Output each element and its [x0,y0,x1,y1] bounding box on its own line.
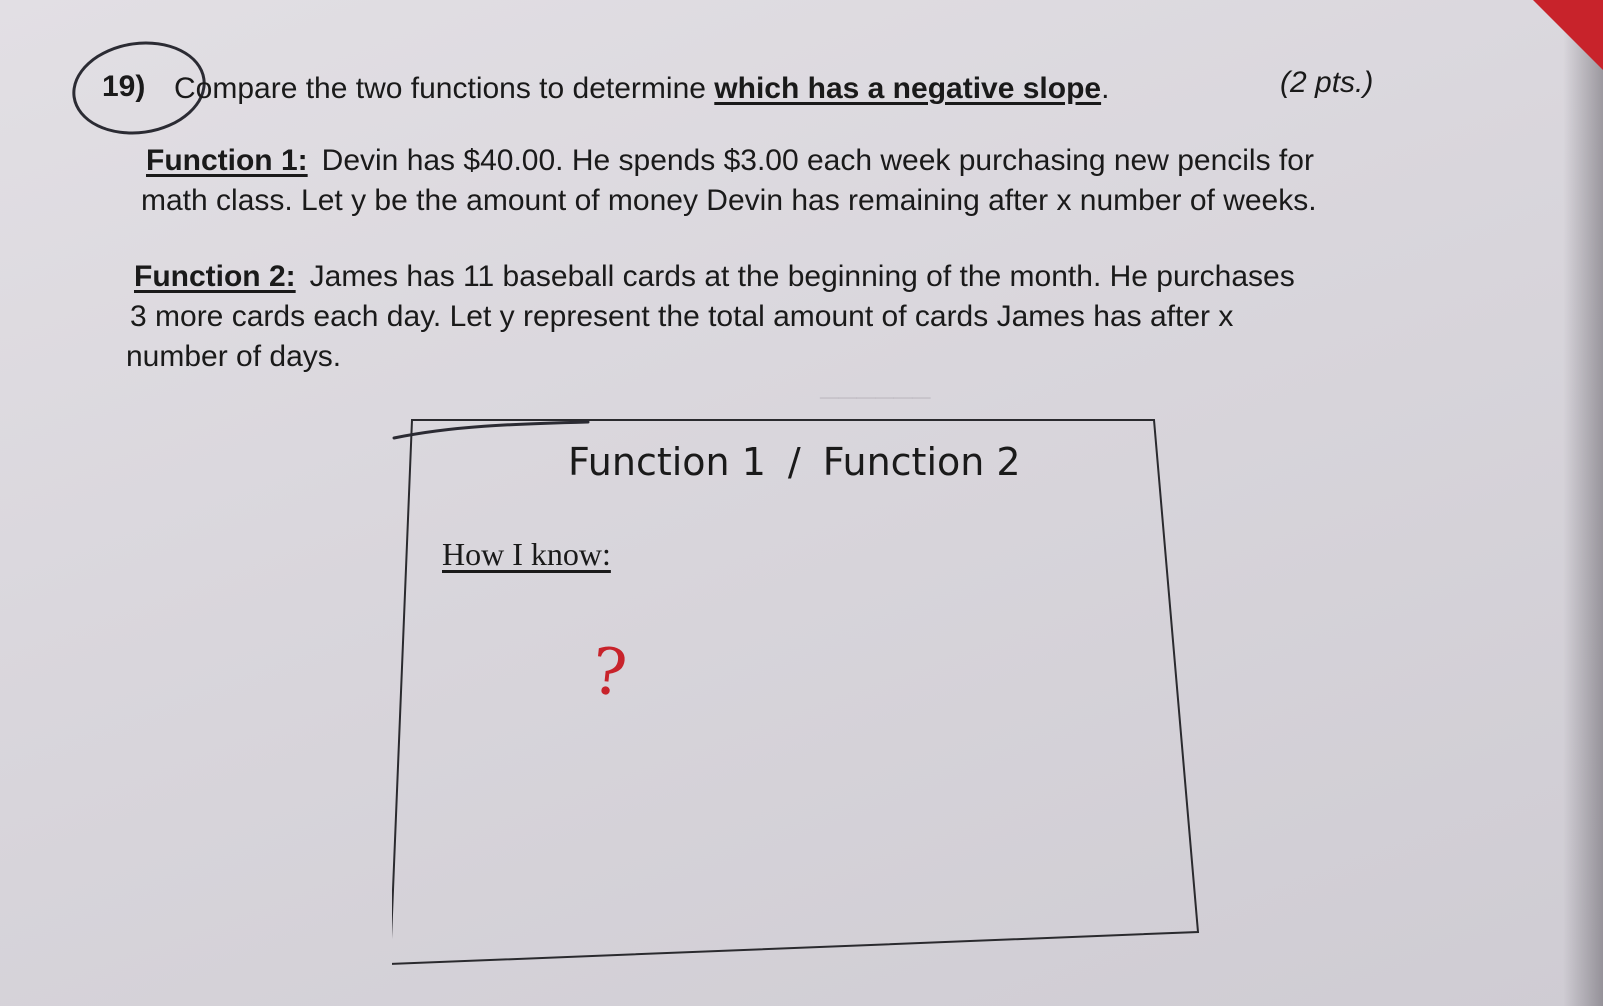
function2-label: Function 2: [134,260,296,293]
bleed-through-text: ────── [820,382,931,412]
choice-function1[interactable]: Function 1 [568,440,766,484]
function1-text1: Devin has $40.00. He spends $3.00 each week purchasing new pencils for [321,144,1314,177]
function1-line2: math class. Let y be the amount of money Devin has remaining after x number of weeks. [141,184,1317,217]
page-edge-shadow [1563,0,1603,1006]
answer-box-border [392,418,1224,978]
question-prompt-text: Compare the two functions to determine [174,72,706,105]
answer-box [392,418,1224,978]
question-prompt [174,72,1109,106]
choice-heading [568,440,1021,484]
function1-line1 [146,144,1314,178]
question-emphasis: which has a negative slope [714,72,1102,105]
function2-line1 [134,260,1295,294]
question-points: (2 pts.) [1280,66,1374,99]
choice-function2[interactable]: Function 2 [822,440,1021,484]
red-corner-mark [1533,0,1603,70]
handdrawn-underline [392,418,592,448]
handwritten-answer[interactable]: ? [588,634,631,712]
question-number: 19) [102,70,146,103]
function2-line2: 3 more cards each day. Let y represent the total amount of cards James has after x [130,300,1234,333]
how-i-know-label: How I know: [442,536,611,572]
question-period: . [1101,72,1110,105]
function2-line3: number of days. [126,340,342,373]
function1-label: Function 1: [146,144,308,177]
choice-separator: / [787,440,801,484]
function2-text1: James has 11 baseball cards at the beginning of the month. He purchases [309,260,1295,293]
